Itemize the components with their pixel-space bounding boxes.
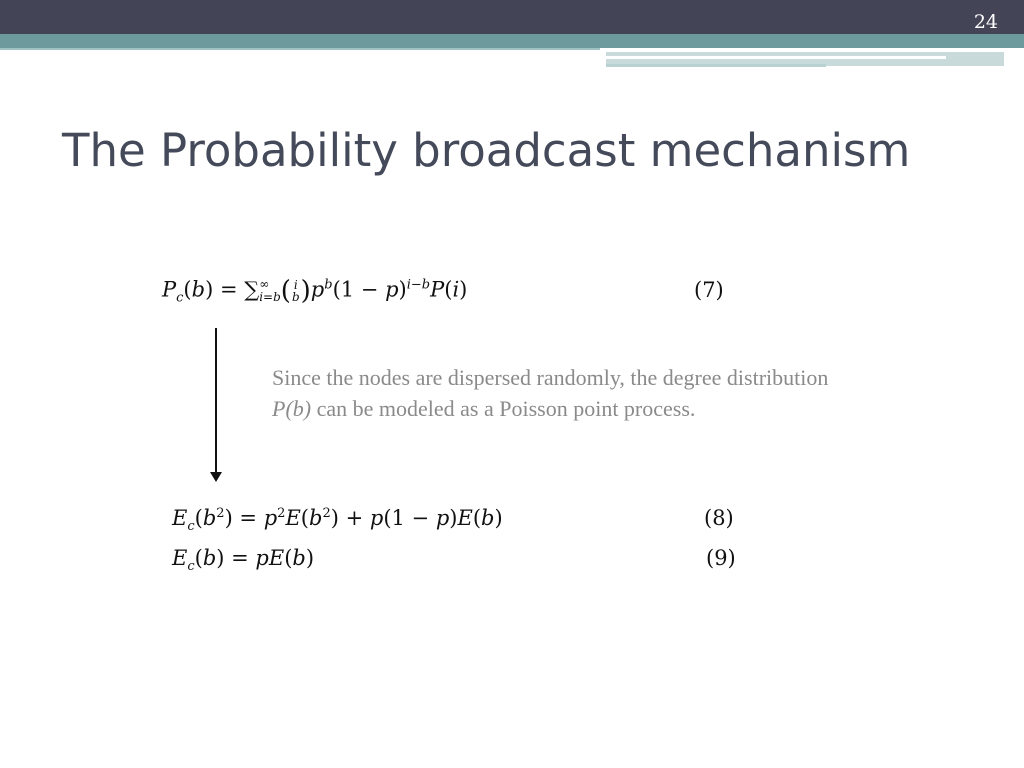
equation-7-number: (7): [694, 278, 724, 302]
slide-title: The Probability broadcast mechanism: [62, 124, 911, 177]
header-decoration-line: [606, 56, 946, 59]
header-accent-band: [0, 34, 1024, 48]
header-decoration-line-2: [606, 64, 826, 67]
explanatory-note: Since the nodes are dispersed randomly, the degree distribution P(b) can be modeled as a Poisson point process.: [272, 365, 829, 421]
header-band: [0, 0, 1024, 34]
equation-8-number: (8): [704, 506, 734, 530]
slide-number: 24: [973, 11, 998, 33]
header-decoration-gap: [1004, 48, 1024, 70]
equation-7: $P_c(b)$ = ∑ ∞ i=b ( i b )$p^b(1 - p)^{i-b}P(i)$: [162, 276, 468, 306]
header-accent-line: [0, 48, 600, 50]
arrow-down-icon: [210, 472, 222, 482]
arrow-line: [215, 328, 217, 474]
equation-9: $E_c(b) = pE(b)$: [172, 546, 315, 575]
equation-8: $E_c(b^2) = p^2E(b^2) + p(1 - p)E(b)$: [172, 506, 503, 535]
equation-9-number: (9): [706, 546, 736, 570]
